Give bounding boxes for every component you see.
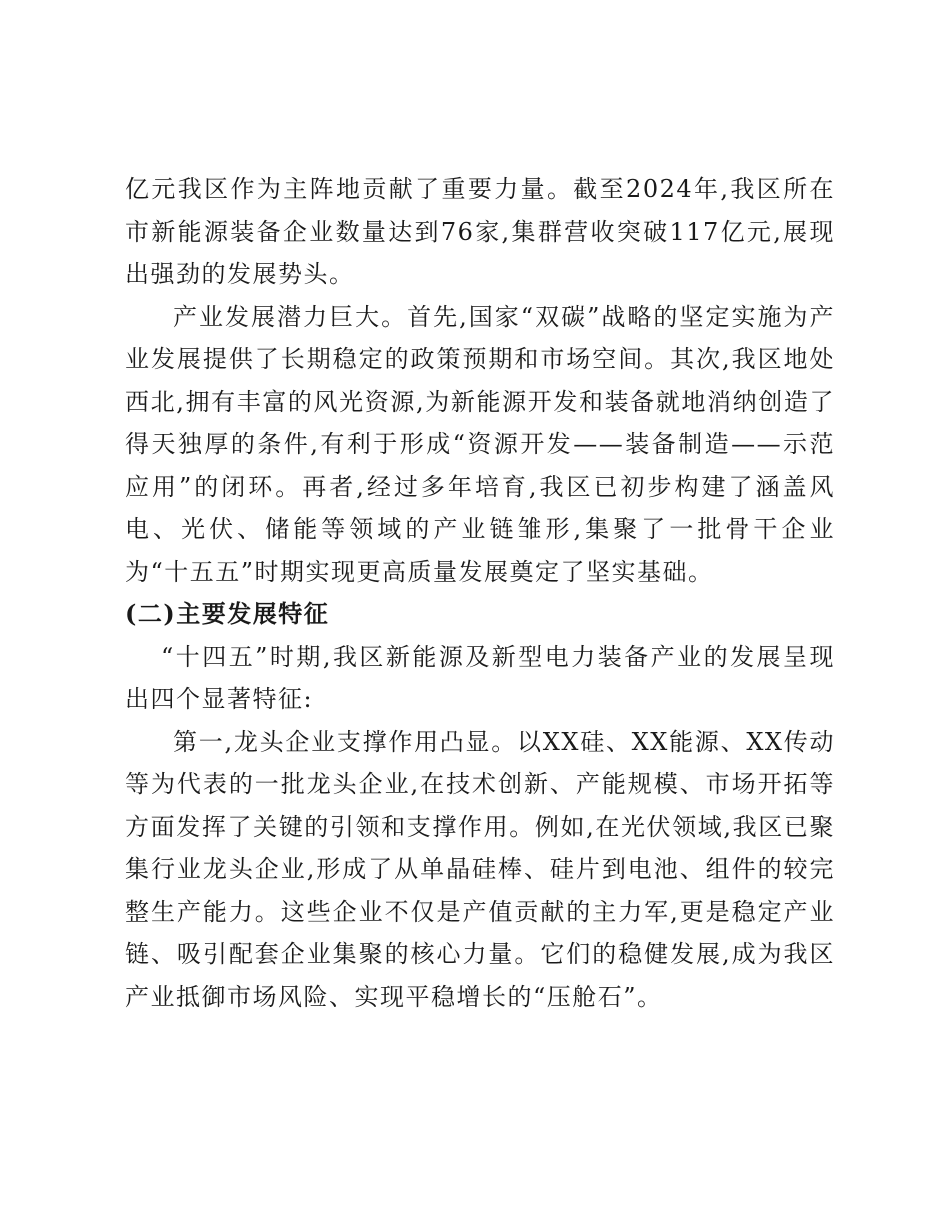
paragraph-potential: 产业发展潜力巨大。首先,国家“双碳”战略的坚定实施为产业发展提供了长期稳定的政策预期和市场空间。其次,我区地处西北,拥有丰富的风光资源,为新能源开发和装备就地消纳创造了得天独厚的条件,有利于形成“资源开发——装备制造——示范应用”的闭环。再者,经过多年培育,我区已初步构建了涵盖风电、光伏、储能等领域的产业链雏形,集聚了一批骨干企业为“十五五”时期实现更高质量发展奠定了坚实基础。 <box>125 302 835 586</box>
paragraph-features-intro: “十四五”时期,我区新能源及新型电力装备产业的发展呈现出四个显著特征: <box>125 642 835 713</box>
section-heading: (二)主要发展特征 <box>125 599 330 628</box>
paragraph-feature-one: 第一,龙头企业支撑作用凸显。以XX硅、XX能源、XX传动等为代表的一批龙头企业,在技术创新、产能规模、市场开拓等方面发挥了关键的引领和支撑作用。例如,在光伏领域,我区已聚集行业龙头企业,形成了从单晶硅棒、硅片到电池、组件的较完整生产能力。这些企业不仅是产值贡献的主力军,更是稳定产业链、吸引配套企业集聚的核心力量。它们的稳健发展,成为我区产业抵御市场风险、实现平稳增长的“压舱石”。 <box>125 727 835 1011</box>
paragraph-continuation: 亿元我区作为主阵地贡献了重要力量。截至2024年,我区所在市新能源装备企业数量达到76家,集群营收突破117亿元,展现出强劲的发展势头。 <box>125 175 835 288</box>
document-body <box>125 168 835 1018</box>
